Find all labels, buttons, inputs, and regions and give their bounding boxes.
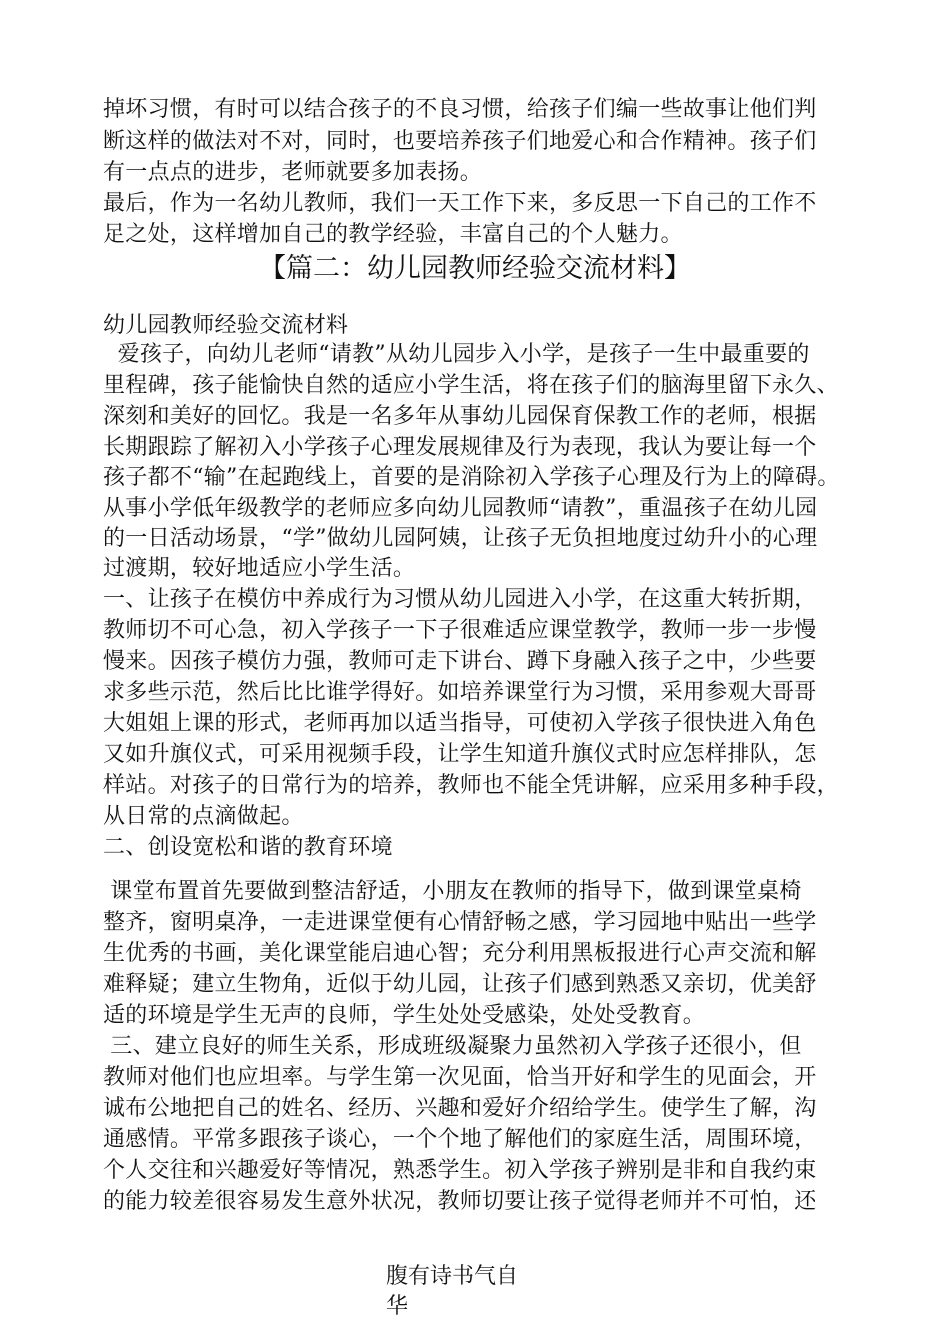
section-heading: 【篇二：幼儿园教师经验交流材料】: [259, 253, 691, 284]
footer-text: 华: [386, 1294, 409, 1319]
text-line: 整齐，窗明桌净，一走进课堂便有心情舒畅之感，学习园地中贴出一些学: [103, 910, 817, 935]
text-line: 难释疑；建立生物角，近似于幼儿园，让孩子们感到熟悉又亲切，优美舒: [103, 972, 817, 997]
text-line: 从事小学低年级教学的老师应多向幼儿园教师“请教”，重温孩子在幼儿园: [103, 496, 818, 521]
text-line: 最后，作为一名幼儿教师，我们一天工作下来，多反思一下自己的工作不: [103, 191, 817, 216]
text-line: 又如升旗仪式，可采用视频手段，让学生知道升旗仪式时应怎样排队，怎: [103, 742, 817, 767]
text-line: 三、建立良好的师生关系，形成班级凝聚力虽然初入学孩子还很小，但: [103, 1034, 802, 1059]
text-line: 从日常的点滴做起。: [103, 804, 304, 829]
text-line: 里程碑，孩子能愉快自然的适应小学生活，将在孩子们的脑海里留下永久、: [103, 373, 839, 398]
text-line: 的一日活动场景，“学”做幼儿园阿姨，让孩子无负担地度过幼升小的心理: [103, 526, 818, 551]
text-line: 教师对他们也应坦率。与学生第一次见面，恰当开好和学生的见面会，开: [103, 1065, 817, 1090]
text-line: 教师切不可心急，初入学孩子一下子很难适应课堂教学，教师一步一步慢: [103, 618, 817, 643]
footer-text: 腹有诗书气自: [386, 1264, 519, 1289]
text-line: 足之处，这样增加自己的教学经验，丰富自己的个人魅力。: [103, 222, 683, 247]
text-line: 通感情。平常多跟孩子谈心，一个个地了解他们的家庭生活，周围环境，: [103, 1127, 817, 1152]
text-line: 过渡期，较好地适应小学生活。: [103, 556, 416, 581]
text-line: 一、让孩子在模仿中养成行为习惯从幼儿园进入小学，在这重大转折期，: [103, 587, 817, 612]
text-line: 的能力较差很容易发生意外状况，教师切要让孩子觉得老师并不可怕，还: [103, 1189, 817, 1214]
text-line: 深刻和美好的回忆。我是一名多年从事幼儿园保育保教工作的老师，根据: [103, 404, 817, 429]
text-line: 适的环境是学生无声的良师，学生处处受感染，处处受教育。: [103, 1003, 706, 1028]
text-line: 孩子都不“输”在起跑线上，首要的是消除初入学孩子心理及行为上的障碍。: [103, 465, 840, 490]
text-line: 有一点点的进步，老师就要多加表扬。: [103, 160, 483, 185]
text-line: 掉坏习惯，有时可以结合孩子的不良习惯，给孩子们编一些故事让他们判: [103, 97, 817, 122]
text-line: 课堂布置首先要做到整洁舒适，小朋友在教师的指导下，做到课堂桌椅: [103, 879, 802, 904]
text-line: 二、创设宽松和谐的教育环境: [103, 835, 393, 860]
text-line: 断这样的做法对不对，同时，也要培养孩子们地爱心和合作精神。孩子们: [103, 129, 817, 154]
text-line: 个人交往和兴趣爱好等情况，熟悉学生。初入学孩子辨别是非和自我约束: [103, 1158, 817, 1183]
text-line: 诚布公地把自己的姓名、经历、兴趣和爱好介绍给学生。使学生了解，沟: [103, 1096, 817, 1121]
subtitle: 幼儿园教师经验交流材料: [103, 313, 349, 338]
text-line: 慢来。因孩子模仿力强，教师可走下讲台、蹲下身融入孩子之中，少些要: [103, 649, 817, 674]
text-line: 长期跟踪了解初入小学孩子心理发展规律及行为表现，我认为要让每一个: [103, 435, 817, 460]
text-line: 样站。对孩子的日常行为的培养，教师也不能全凭讲解，应采用多种手段，: [103, 773, 839, 798]
text-line: 生优秀的书画，美化课堂能启迪心智；充分利用黑板报进行心声交流和解: [103, 941, 817, 966]
text-line: 求多些示范，然后比比谁学得好。如培养课堂行为习惯，采用参观大哥哥: [103, 680, 817, 705]
text-line: 爱孩子，向幼儿老师“请教”从幼儿园步入小学，是孩子一生中最重要的: [103, 342, 810, 367]
text-line: 大姐姐上课的形式，老师再加以适当指导，可使初入学孩子很快进入角色: [103, 711, 817, 736]
